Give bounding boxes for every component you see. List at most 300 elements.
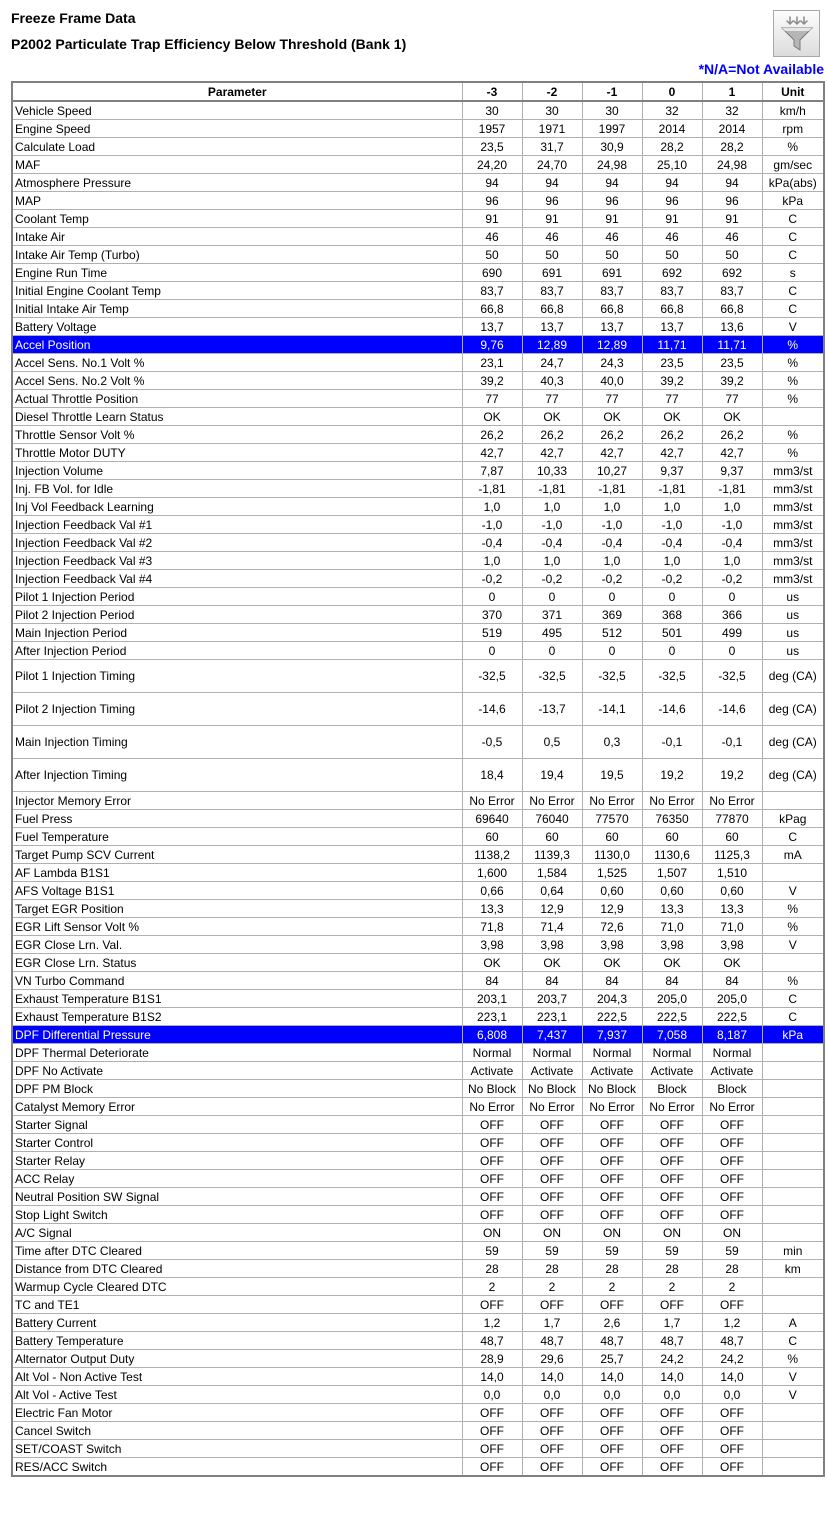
value-cell: -1,0 [582,516,642,534]
table-row[interactable] [12,444,824,462]
table-header-row [12,82,824,101]
parameter-name-cell: Inj Vol Feedback Learning [12,498,462,516]
value-cell: 0,5 [522,726,582,759]
table-row[interactable] [12,1098,824,1116]
value-cell: 11,71 [642,336,702,354]
table-row[interactable] [12,1116,824,1134]
value-cell: 1,0 [702,552,762,570]
value-cell: 222,5 [642,1008,702,1026]
parameter-name-cell: Injection Feedback Val #4 [12,570,462,588]
value-cell: 94 [582,174,642,192]
unit-cell: mm3/st [762,552,824,570]
parameter-name-cell: Electric Fan Motor [12,1404,462,1422]
table-row[interactable] [12,624,824,642]
value-cell: 371 [522,606,582,624]
column-header-frame[interactable]: -1 [582,82,642,101]
value-cell: 66,8 [522,300,582,318]
value-cell: 28 [462,1260,522,1278]
value-cell: -13,7 [522,693,582,726]
value-cell: 28 [582,1260,642,1278]
value-cell: 0,0 [522,1386,582,1404]
value-cell: No Block [462,1080,522,1098]
value-cell: OFF [462,1116,522,1134]
parameter-name-cell: DPF Thermal Deteriorate [12,1044,462,1062]
parameter-name-cell: DPF PM Block [12,1080,462,1098]
value-cell: 14,0 [702,1368,762,1386]
value-cell: OFF [522,1116,582,1134]
value-cell: 1,2 [702,1314,762,1332]
table-row[interactable] [12,174,824,192]
unit-cell: C [762,990,824,1008]
parameter-name-cell: MAP [12,192,462,210]
value-cell: 46 [642,228,702,246]
table-row[interactable] [12,1296,824,1314]
value-cell: 24,3 [582,354,642,372]
value-cell: 1,0 [642,498,702,516]
table-row[interactable] [12,336,824,354]
value-cell: -1,0 [642,516,702,534]
table-row[interactable] [12,1080,824,1098]
parameter-name-cell: Accel Position [12,336,462,354]
unit-cell: mm3/st [762,570,824,588]
table-row[interactable] [12,318,824,336]
value-cell: 1,7 [522,1314,582,1332]
value-cell: 7,937 [582,1026,642,1044]
column-header-frame[interactable]: 1 [702,82,762,101]
value-cell: 1,0 [462,552,522,570]
value-cell: 18,4 [462,759,522,792]
table-row[interactable] [12,1458,824,1477]
value-cell: 48,7 [642,1332,702,1350]
value-cell: 48,7 [522,1332,582,1350]
value-cell: 48,7 [582,1332,642,1350]
column-header-frame[interactable]: 0 [642,82,702,101]
parameter-name-cell: Injection Feedback Val #2 [12,534,462,552]
table-row[interactable] [12,300,824,318]
value-cell: -0,4 [582,534,642,552]
value-cell: 495 [522,624,582,642]
table-row[interactable] [12,660,824,693]
value-cell: OFF [582,1296,642,1314]
table-row[interactable] [12,264,824,282]
value-cell: 7,87 [462,462,522,480]
table-row[interactable] [12,282,824,300]
value-cell: 96 [702,192,762,210]
value-cell: 0,0 [462,1386,522,1404]
value-cell: OFF [462,1170,522,1188]
parameter-name-cell: Battery Temperature [12,1332,462,1350]
unit-cell: mm3/st [762,480,824,498]
value-cell: 205,0 [702,990,762,1008]
value-cell: 25,7 [582,1350,642,1368]
table-row[interactable] [12,1242,824,1260]
parameter-name-cell: Throttle Motor DUTY [12,444,462,462]
value-cell: 40,0 [582,372,642,390]
value-cell: 76040 [522,810,582,828]
unit-cell [762,1188,824,1206]
table-row[interactable] [12,1278,824,1296]
value-cell: 83,7 [702,282,762,300]
table-row[interactable] [12,864,824,882]
table-row[interactable] [12,246,824,264]
value-cell: 2 [702,1278,762,1296]
table-row[interactable] [12,462,824,480]
table-row[interactable] [12,1134,824,1152]
value-cell: ON [462,1224,522,1242]
table-row[interactable] [12,192,824,210]
value-cell: 91 [522,210,582,228]
value-cell: 77570 [582,810,642,828]
parameter-name-cell: Target EGR Position [12,900,462,918]
parameter-name-cell: Coolant Temp [12,210,462,228]
parameter-name-cell: Time after DTC Cleared [12,1242,462,1260]
value-cell: 28 [522,1260,582,1278]
unit-cell [762,1062,824,1080]
value-cell: 13,7 [582,318,642,336]
column-header-frame[interactable]: -3 [462,82,522,101]
value-cell: 96 [582,192,642,210]
value-cell: -0,2 [642,570,702,588]
table-row[interactable] [12,426,824,444]
value-cell: 48,7 [462,1332,522,1350]
value-cell: 12,89 [522,336,582,354]
table-row[interactable] [12,882,824,900]
value-cell: -1,0 [462,516,522,534]
value-cell: -14,6 [642,693,702,726]
value-cell: 223,1 [522,1008,582,1026]
table-row[interactable] [12,1062,824,1080]
filter-funnel-icon [779,15,815,53]
na-legend: *N/A=Not Available [698,61,824,77]
parameter-name-cell: Intake Air [12,228,462,246]
value-cell: 204,3 [582,990,642,1008]
value-cell: OK [462,408,522,426]
value-cell: -0,4 [522,534,582,552]
unit-cell: V [762,1386,824,1404]
value-cell: 19,4 [522,759,582,792]
table-row[interactable] [12,954,824,972]
value-cell: 1,0 [582,552,642,570]
parameter-name-cell: DPF Differential Pressure [12,1026,462,1044]
table-row[interactable] [12,972,824,990]
parameter-name-cell: After Injection Timing [12,759,462,792]
value-cell: 0 [642,588,702,606]
unit-cell [762,1296,824,1314]
value-cell: -0,2 [522,570,582,588]
value-cell: -14,6 [702,693,762,726]
table-row[interactable] [12,1152,824,1170]
table-row[interactable] [12,552,824,570]
unit-cell: mA [762,846,824,864]
value-cell: 13,3 [702,900,762,918]
value-cell: 9,37 [642,462,702,480]
unit-cell: mm3/st [762,534,824,552]
value-cell: 83,7 [582,282,642,300]
parameter-name-cell: RES/ACC Switch [12,1458,462,1477]
value-cell: -1,81 [702,480,762,498]
table-row[interactable] [12,900,824,918]
parameter-name-cell: Neutral Position SW Signal [12,1188,462,1206]
value-cell: OFF [702,1170,762,1188]
value-cell: 24,70 [522,156,582,174]
table-row[interactable] [12,1350,824,1368]
value-cell: 1130,6 [642,846,702,864]
parameter-name-cell: Injection Volume [12,462,462,480]
table-row[interactable] [12,1206,824,1224]
unit-cell: deg (CA) [762,660,824,693]
table-row[interactable] [12,588,824,606]
table-row[interactable] [12,480,824,498]
window-title: Freeze Frame Data [11,10,136,26]
value-cell: 2 [582,1278,642,1296]
table-row[interactable] [12,354,824,372]
value-cell: 13,3 [642,900,702,918]
table-row[interactable] [12,120,824,138]
parameter-name-cell: Diesel Throttle Learn Status [12,408,462,426]
table-row[interactable] [12,101,824,120]
value-cell: 501 [642,624,702,642]
value-cell: 96 [642,192,702,210]
parameter-name-cell: VN Turbo Command [12,972,462,990]
value-cell: OFF [582,1422,642,1440]
value-cell: 1139,3 [522,846,582,864]
value-cell: OFF [702,1206,762,1224]
value-cell: 77870 [702,810,762,828]
unit-cell: V [762,318,824,336]
value-cell: 12,9 [582,900,642,918]
value-cell: OFF [702,1458,762,1477]
table-row[interactable] [12,726,824,759]
value-cell: 24,2 [702,1350,762,1368]
value-cell: 26,2 [642,426,702,444]
unit-cell [762,954,824,972]
column-header-frame[interactable]: -2 [522,82,582,101]
value-cell: Normal [462,1044,522,1062]
value-cell: Normal [582,1044,642,1062]
value-cell: 11,71 [702,336,762,354]
table-row[interactable] [12,1026,824,1044]
parameter-name-cell: Pilot 2 Injection Timing [12,693,462,726]
value-cell: 19,5 [582,759,642,792]
unit-cell [762,1404,824,1422]
table-row[interactable] [12,606,824,624]
unit-cell: V [762,1368,824,1386]
parameter-name-cell: Injection Feedback Val #3 [12,552,462,570]
value-cell: 9,76 [462,336,522,354]
column-header-unit[interactable]: Unit [762,82,824,101]
value-cell: 77 [702,390,762,408]
table-row[interactable] [12,228,824,246]
value-cell: OFF [462,1440,522,1458]
table-row[interactable] [12,810,824,828]
table-row[interactable] [12,408,824,426]
parameter-name-cell: After Injection Period [12,642,462,660]
parameter-name-cell: Initial Intake Air Temp [12,300,462,318]
value-cell: 499 [702,624,762,642]
parameter-name-cell: Initial Engine Coolant Temp [12,282,462,300]
value-cell: No Error [642,792,702,810]
value-cell: 12,9 [522,900,582,918]
value-cell: OFF [582,1152,642,1170]
value-cell: OFF [522,1440,582,1458]
unit-cell: C [762,246,824,264]
value-cell: No Error [642,1098,702,1116]
parameter-name-cell: Atmosphere Pressure [12,174,462,192]
table-row[interactable] [12,1224,824,1242]
value-cell: 77 [642,390,702,408]
value-cell: 50 [582,246,642,264]
value-cell: 24,7 [522,354,582,372]
table-row[interactable] [12,1440,824,1458]
parameter-name-cell: Calculate Load [12,138,462,156]
value-cell: 0,64 [522,882,582,900]
table-row[interactable] [12,534,824,552]
value-cell: OK [582,408,642,426]
table-row[interactable] [12,792,824,810]
value-cell: 94 [462,174,522,192]
table-row[interactable] [12,516,824,534]
value-cell: 25,10 [642,156,702,174]
table-row[interactable] [12,138,824,156]
value-cell: OFF [462,1404,522,1422]
value-cell: 94 [642,174,702,192]
value-cell: -1,0 [702,516,762,534]
value-cell: 50 [642,246,702,264]
parameter-name-cell: Alternator Output Duty [12,1350,462,1368]
table-row[interactable] [12,1170,824,1188]
table-row[interactable] [12,1386,824,1404]
value-cell: 10,33 [522,462,582,480]
value-cell: 28,2 [642,138,702,156]
parameter-name-cell: Starter Relay [12,1152,462,1170]
value-cell: 366 [702,606,762,624]
unit-cell: gm/sec [762,156,824,174]
value-cell: 71,8 [462,918,522,936]
unit-cell [762,1422,824,1440]
value-cell: 0 [522,642,582,660]
value-cell: -0,1 [702,726,762,759]
value-cell: 512 [582,624,642,642]
value-cell: 46 [582,228,642,246]
table-row[interactable] [12,846,824,864]
value-cell: OK [702,954,762,972]
value-cell: OK [702,408,762,426]
value-cell: 203,1 [462,990,522,1008]
value-cell: 368 [642,606,702,624]
table-row[interactable] [12,210,824,228]
value-cell: No Error [582,792,642,810]
value-cell: 519 [462,624,522,642]
value-cell: 3,98 [582,936,642,954]
value-cell: -0,2 [702,570,762,588]
value-cell: 24,20 [462,156,522,174]
table-row[interactable] [12,390,824,408]
value-cell: Activate [462,1062,522,1080]
unit-cell: % [762,390,824,408]
table-row[interactable] [12,1008,824,1026]
table-row[interactable] [12,1188,824,1206]
table-row[interactable] [12,1368,824,1386]
value-cell: 1,600 [462,864,522,882]
table-row[interactable] [12,936,824,954]
value-cell: Block [642,1080,702,1098]
column-header-parameter[interactable]: Parameter [12,82,462,101]
unit-cell: % [762,372,824,390]
value-cell: No Block [582,1080,642,1098]
value-cell: OK [642,954,702,972]
value-cell: 6,808 [462,1026,522,1044]
parameter-name-cell: A/C Signal [12,1224,462,1242]
value-cell: 77 [462,390,522,408]
table-row[interactable] [12,1332,824,1350]
table-row[interactable] [12,570,824,588]
value-cell: 13,7 [642,318,702,336]
table-row[interactable] [12,918,824,936]
table-row[interactable] [12,693,824,726]
parameter-name-cell: EGR Close Lrn. Status [12,954,462,972]
table-row[interactable] [12,372,824,390]
value-cell: 2 [642,1278,702,1296]
table-row[interactable] [12,642,824,660]
value-cell: OFF [522,1458,582,1477]
unit-cell: % [762,354,824,372]
value-cell: OFF [582,1134,642,1152]
table-row[interactable] [12,1314,824,1332]
value-cell: OFF [462,1206,522,1224]
value-cell: No Error [522,1098,582,1116]
value-cell: 2014 [642,120,702,138]
table-row[interactable] [12,1044,824,1062]
table-row[interactable] [12,990,824,1008]
value-cell: -32,5 [582,660,642,693]
value-cell: -1,0 [522,516,582,534]
table-row[interactable] [12,156,824,174]
value-cell: No Error [522,792,582,810]
value-cell: OFF [582,1440,642,1458]
value-cell: OFF [642,1206,702,1224]
value-cell: 14,0 [642,1368,702,1386]
value-cell: 59 [582,1242,642,1260]
value-cell: ON [642,1224,702,1242]
parameter-name-cell: MAF [12,156,462,174]
value-cell: 1,584 [522,864,582,882]
table-row[interactable] [12,828,824,846]
value-cell: 24,2 [642,1350,702,1368]
parameter-name-cell: Starter Signal [12,1116,462,1134]
value-cell: 26,2 [522,426,582,444]
value-cell: OFF [462,1422,522,1440]
value-cell: 96 [522,192,582,210]
unit-cell: us [762,624,824,642]
table-row[interactable] [12,1260,824,1278]
table-row[interactable] [12,1404,824,1422]
parameter-name-cell: DPF No Activate [12,1062,462,1080]
table-row[interactable] [12,1422,824,1440]
unit-cell [762,1440,824,1458]
table-row[interactable] [12,498,824,516]
table-row[interactable] [12,759,824,792]
value-cell: 10,27 [582,462,642,480]
value-cell: -1,81 [642,480,702,498]
value-cell: 1138,2 [462,846,522,864]
filter-button[interactable] [773,10,820,57]
value-cell: 13,6 [702,318,762,336]
unit-cell: % [762,426,824,444]
value-cell: 1,0 [522,498,582,516]
value-cell: 30,9 [582,138,642,156]
value-cell: 3,98 [522,936,582,954]
unit-cell [762,1278,824,1296]
